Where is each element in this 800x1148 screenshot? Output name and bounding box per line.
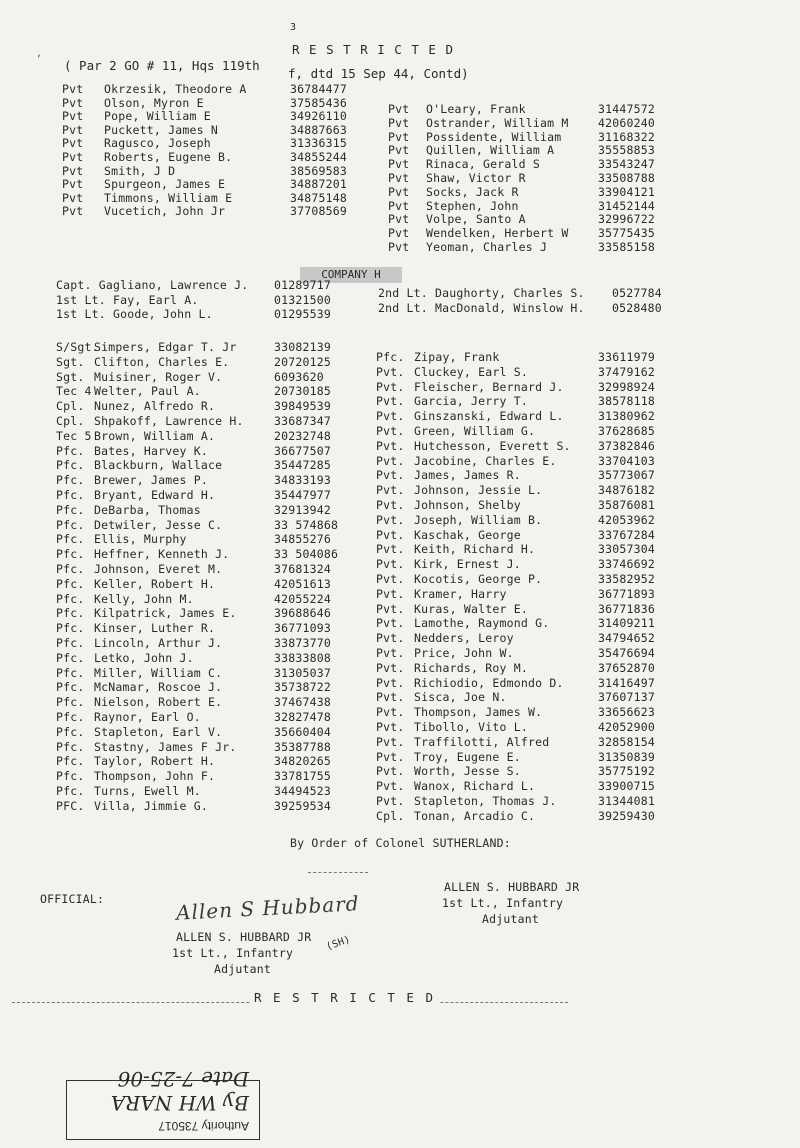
name-cell: Bates, Harvey K. <box>94 443 208 458</box>
rank-cell: Pvt. <box>376 749 405 764</box>
serial-cell: 39688646 <box>274 606 331 621</box>
rank-cell: Pfc. <box>56 710 85 724</box>
name-cell: Pope, William E <box>104 109 211 124</box>
signer-rank: 1st Lt., Infantry <box>172 946 294 960</box>
serial-cell: 32998924 <box>598 379 655 394</box>
name-cell: Richards, Roy M. <box>414 660 528 675</box>
rank-cell: Pfc. <box>56 680 85 695</box>
rank-cell: Pfc. <box>56 636 85 650</box>
name-cell: Keith, Richard H. <box>414 542 536 557</box>
serial-cell: 20232748 <box>274 428 331 443</box>
rank-cell: Pvt <box>388 171 410 185</box>
serial-cell: 36771836 <box>598 601 655 616</box>
serial-cell: 31452144 <box>598 198 655 213</box>
company-label: COMPANY H <box>300 267 402 283</box>
rank-cell: Pfc. <box>56 591 85 606</box>
serial-cell: 37382846 <box>598 438 655 453</box>
name-cell: Welter, Paul A. <box>94 384 201 399</box>
name-cell: Detwiler, Jesse C. <box>94 517 223 532</box>
officer-serial: 0528480 <box>612 300 662 315</box>
serial-cell: 33508788 <box>598 171 655 185</box>
page-mark: 3 <box>290 22 297 33</box>
name-cell: Sisca, Joe N. <box>414 690 507 705</box>
name-cell: Kramer, Harry <box>414 586 507 601</box>
name-cell: Olson, Myron E <box>104 95 204 110</box>
rank-cell: Cpl. <box>56 399 85 414</box>
name-cell: Shaw, Victor R <box>426 171 526 185</box>
serial-cell: 39259534 <box>274 798 331 813</box>
name-cell: Kinser, Luther R. <box>94 621 216 636</box>
name-cell: Lamothe, Raymond G. <box>414 616 550 631</box>
rank-cell: Tec 5 <box>56 428 92 443</box>
name-cell: Letko, John J. <box>94 650 194 665</box>
name-cell: DeBarba, Thomas <box>94 502 201 517</box>
serial-cell: 37652870 <box>598 660 655 675</box>
rank-cell: Pfc. <box>376 350 405 364</box>
serial-cell: 35876081 <box>598 498 655 512</box>
serial-cell: 31344081 <box>598 794 655 808</box>
serial-cell: 34794652 <box>598 631 655 646</box>
rank-cell: Pfc. <box>56 473 85 488</box>
officer-name: 2nd Lt. MacDonald, Winslow H. <box>378 300 585 315</box>
name-cell: Villa, Jimmie G. <box>94 798 208 813</box>
name-cell: Ostrander, William M <box>426 115 569 130</box>
rank-cell: Pvt <box>388 240 410 254</box>
name-cell: Thompson, John F. <box>94 769 216 784</box>
rank-cell: Pvt. <box>376 646 405 660</box>
rank-cell: Cpl. <box>56 414 85 428</box>
name-cell: Raynor, Earl O. <box>94 710 201 724</box>
serial-cell: 35775435 <box>598 226 655 241</box>
name-cell: Lincoln, Arthur J. <box>94 636 223 650</box>
name-cell: Price, John W. <box>414 646 514 660</box>
rank-cell: Pvt <box>62 109 84 124</box>
rank-cell: Pvt. <box>376 601 405 616</box>
name-cell: McNamar, Roscoe J. <box>94 680 223 695</box>
name-cell: Possidente, William <box>426 129 562 144</box>
rank-cell: Pfc. <box>56 576 85 591</box>
serial-cell: 36771093 <box>274 621 331 636</box>
officer-name: 2nd Lt. Daughorty, Charles S. <box>378 286 585 300</box>
name-cell: Ellis, Murphy <box>94 532 187 547</box>
rank-cell: Pvt. <box>376 557 405 572</box>
rank-cell: Pfc. <box>56 621 85 636</box>
serial-cell: 36677507 <box>274 443 331 458</box>
rank-cell: Pvt. <box>376 705 405 720</box>
official-label: OFFICIAL: <box>40 892 105 906</box>
name-cell: Keller, Robert H. <box>94 576 216 591</box>
rank-cell: Pfc. <box>56 724 85 739</box>
name-cell: Socks, Jack R <box>426 184 519 199</box>
serial-cell: 37681324 <box>274 562 331 576</box>
name-cell: Blackburn, Wallace <box>94 458 223 473</box>
serial-cell: 35660404 <box>274 724 331 739</box>
serial-cell: 33900715 <box>598 779 655 794</box>
serial-cell: 31168322 <box>598 129 655 144</box>
rank-cell: Pfc. <box>56 769 85 784</box>
rank-cell: Pvt <box>388 157 410 172</box>
serial-cell: 42051613 <box>274 576 331 591</box>
serial-cell: 33 504086 <box>274 547 339 562</box>
name-cell: Johnson, Everet M. <box>94 562 223 576</box>
rank-cell: Pvt <box>388 198 410 213</box>
rank-cell: Pvt. <box>376 512 405 527</box>
rank-cell: Pvt. <box>376 675 405 690</box>
serial-cell: 31380962 <box>598 409 655 424</box>
rank-cell: Sgt. <box>56 369 85 384</box>
name-cell: Smith, J D <box>104 163 176 178</box>
rank-cell: Pvt <box>388 143 410 158</box>
rank-cell: Pvt. <box>376 542 405 557</box>
rank-cell: Pfc. <box>56 517 85 532</box>
name-cell: Tonan, Arcadio C. <box>414 808 536 823</box>
divider <box>308 872 368 873</box>
rank-cell: Pfc. <box>56 458 85 473</box>
serial-cell: 33543247 <box>598 157 655 172</box>
name-cell: Kocotis, George P. <box>414 572 543 586</box>
rank-cell: Pvt <box>388 184 410 199</box>
name-cell: Ginszanski, Edward L. <box>414 409 564 424</box>
name-cell: Nielson, Robert E. <box>94 695 223 710</box>
name-cell: Shpakoff, Lawrence H. <box>94 414 244 428</box>
serial-cell: 33704103 <box>598 453 655 468</box>
serial-cell: 35738722 <box>274 680 331 695</box>
header-prefix: ( Par 2 GO # 11, Hqs 119th <box>64 58 260 73</box>
serial-cell: 6093620 <box>274 369 324 384</box>
right-signer-name: ALLEN S. HUBBARD JR <box>444 880 580 894</box>
authority-line: Authority 735017 <box>158 1119 249 1133</box>
rank-cell: Pvt. <box>376 616 405 631</box>
serial-cell: 33833808 <box>274 650 331 665</box>
serial-cell: 32858154 <box>598 734 655 749</box>
serial-cell: 36771893 <box>598 586 655 601</box>
serial-cell: 33082139 <box>274 340 331 354</box>
rank-cell: Pfc. <box>56 547 85 562</box>
name-cell: Kuras, Walter E. <box>414 601 528 616</box>
serial-cell: 37607137 <box>598 690 655 705</box>
serial-cell: 37467438 <box>274 695 331 710</box>
name-cell: Muisiner, Roger V. <box>94 369 223 384</box>
name-cell: Yeoman, Charles J <box>426 240 548 254</box>
rank-cell: Pfc. <box>56 502 85 517</box>
rank-cell: Pfc. <box>56 665 85 680</box>
serial-cell: 33873770 <box>274 636 331 650</box>
serial-cell: 32996722 <box>598 212 655 227</box>
name-cell: Stapleton, Thomas J. <box>414 794 557 808</box>
rank-cell: Pvt. <box>376 631 405 646</box>
name-cell: 1st Lt. Goode, John L. <box>56 307 213 321</box>
name-cell: Spurgeon, James E <box>104 177 226 192</box>
serial-cell: 35447977 <box>274 488 331 502</box>
serial-cell: 34855276 <box>274 532 331 547</box>
name-cell: Brewer, James P. <box>94 473 208 488</box>
name-cell: Kilpatrick, James E. <box>94 606 237 621</box>
serial-cell: 42052900 <box>598 720 655 734</box>
name-cell: Tibollo, Vito L. <box>414 720 528 734</box>
serial-cell: 33057304 <box>598 542 655 557</box>
name-cell: Troy, Eugene E. <box>414 749 521 764</box>
name-cell: Thompson, James W. <box>414 705 543 720</box>
authority-signature-line: By WH NARA Date 7-25-06 <box>110 1067 249 1115</box>
rank-cell: Pvt <box>62 190 84 205</box>
name-cell: Wendelken, Herbert W <box>426 226 569 241</box>
serial-cell: 33767284 <box>598 527 655 542</box>
name-cell: Stastny, James F Jr. <box>94 739 237 754</box>
name-cell: Green, William G. <box>414 424 536 438</box>
rank-cell: Pvt. <box>376 409 405 424</box>
serial-cell: 34820265 <box>274 754 331 769</box>
name-cell: Turns, Ewell M. <box>94 784 201 798</box>
name-cell: Wanox, Richard L. <box>414 779 536 794</box>
serial-cell: 33585158 <box>598 240 655 254</box>
name-cell: Quillen, William A <box>426 143 555 158</box>
rank-cell: Pvt <box>388 226 410 241</box>
serial-cell: 36784477 <box>290 82 347 96</box>
serial-cell: 33904121 <box>598 184 655 199</box>
rank-cell: Pvt <box>388 115 410 130</box>
rank-cell: Pfc. <box>56 488 85 502</box>
rank-cell: Pfc. <box>56 532 85 547</box>
serial-cell: 31305037 <box>274 665 331 680</box>
serial-cell: 33582952 <box>598 572 655 586</box>
serial-cell: 35387788 <box>274 739 331 754</box>
signer-title: Adjutant <box>214 962 271 976</box>
serial-cell: 38578118 <box>598 394 655 409</box>
rank-cell: Pvt. <box>376 764 405 779</box>
name-cell: Nunez, Alfredo R. <box>94 399 216 414</box>
name-cell: Clifton, Charles E. <box>94 354 230 369</box>
rank-cell: Tec 4 <box>56 384 92 399</box>
rank-cell: Pvt. <box>376 438 405 453</box>
name-cell: James, James R. <box>414 468 521 483</box>
rank-cell: Pvt. <box>376 498 405 512</box>
serial-cell: 01321500 <box>274 292 331 307</box>
serial-cell: 35476694 <box>598 646 655 660</box>
rank-cell: Pvt. <box>376 660 405 675</box>
serial-cell: 42055224 <box>274 591 331 606</box>
name-cell: Stephen, John <box>426 198 519 213</box>
rank-cell: Pvt. <box>376 468 405 483</box>
name-cell: Kelly, John M. <box>94 591 194 606</box>
name-cell: Bryant, Edward H. <box>94 488 216 502</box>
name-cell: Richiodio, Edmondo D. <box>414 675 564 690</box>
rank-cell: Pvt. <box>376 483 405 498</box>
rank-cell: Pvt. <box>376 734 405 749</box>
name-cell: Jacobine, Charles E. <box>414 453 557 468</box>
rank-cell: Pvt. <box>376 572 405 586</box>
rank-cell: Pfc. <box>56 754 85 769</box>
restricted-footer: R E S T R I C T E D <box>250 990 439 1005</box>
name-cell: Kirk, Ernest J. <box>414 557 521 572</box>
serial-cell: 31447572 <box>598 102 655 116</box>
serial-cell: 31350839 <box>598 749 655 764</box>
serial-cell: 42060240 <box>598 115 655 130</box>
by-order-line: By Order of Colonel SUTHERLAND: <box>290 836 511 850</box>
rank-cell: Pfc. <box>56 562 85 576</box>
rank-cell: Pvt <box>62 122 84 137</box>
rank-cell: Pvt <box>62 95 84 110</box>
name-cell: Cluckey, Earl S. <box>414 364 528 379</box>
signer-name: ALLEN S. HUBBARD JR <box>176 930 312 944</box>
rank-cell: Pvt. <box>376 394 405 409</box>
serial-cell: 35773067 <box>598 468 655 483</box>
rank-cell: Pfc. <box>56 443 85 458</box>
rank-cell: Pvt <box>62 177 84 192</box>
serial-cell: 39259430 <box>598 808 655 823</box>
rank-cell: Pfc. <box>56 606 85 621</box>
rank-cell: Pvt <box>62 150 84 164</box>
name-cell: Timmons, William E <box>104 190 233 205</box>
name-cell: Stapleton, Earl V. <box>94 724 223 739</box>
name-cell: Kaschak, George <box>414 527 521 542</box>
rank-cell: Pvt <box>388 102 410 116</box>
rank-cell: Pvt <box>388 212 410 227</box>
rank-cell: Pvt. <box>376 379 405 394</box>
header-date: f, dtd 15 Sep 44, Contd) <box>288 66 469 81</box>
name-cell: Puckett, James N <box>104 122 218 137</box>
rank-cell: Pvt. <box>376 527 405 542</box>
name-cell: Okrzesik, Theodore A <box>104 82 247 96</box>
rank-cell: Pvt. <box>376 720 405 734</box>
rank-cell: Pfc. <box>56 650 85 665</box>
authority-stamp <box>66 1067 260 1140</box>
rank-cell: Pvt <box>62 204 84 219</box>
name-cell: Simpers, Edgar T. Jr <box>94 340 237 354</box>
serial-cell: 37479162 <box>598 364 655 379</box>
serial-cell: 33656623 <box>598 705 655 720</box>
serial-cell: 35558853 <box>598 143 655 158</box>
right-signer-title: Adjutant <box>482 912 539 926</box>
rank-cell: Cpl. <box>376 808 405 823</box>
name-cell: O'Leary, Frank <box>426 102 526 116</box>
serial-cell: 33781755 <box>274 769 331 784</box>
rank-cell: Pvt <box>62 82 84 96</box>
serial-cell: 32827478 <box>274 710 331 724</box>
rank-cell: Pvt. <box>376 779 405 794</box>
serial-cell: 38569583 <box>290 163 347 178</box>
rank-cell: Pvt. <box>376 794 405 808</box>
margin-mark: , <box>36 48 43 59</box>
officer-serial: 0527784 <box>612 286 662 300</box>
name-cell: 1st Lt. Fay, Earl A. <box>56 292 199 307</box>
rank-cell: Sgt. <box>56 354 85 369</box>
rank-cell: Pfc. <box>56 739 85 754</box>
serial-cell: 34833193 <box>274 473 331 488</box>
rank-cell: Pvt <box>62 163 84 178</box>
serial-cell: 37628685 <box>598 424 655 438</box>
rank-cell: Pvt. <box>376 364 405 379</box>
serial-cell: 35775192 <box>598 764 655 779</box>
serial-cell: 33746692 <box>598 557 655 572</box>
name-cell: Hutchesson, Everett S. <box>414 438 571 453</box>
name-cell: Johnson, Shelby <box>414 498 521 512</box>
rank-cell: Pvt. <box>376 690 405 705</box>
serial-cell: 37708569 <box>290 204 347 219</box>
name-cell: Capt. Gagliano, Lawrence J. <box>56 278 249 292</box>
initials-mark: (SH) <box>324 934 353 953</box>
name-cell: Volpe, Santo A <box>426 212 526 227</box>
rank-cell: PFC. <box>56 798 85 813</box>
serial-cell: 37585436 <box>290 95 347 110</box>
name-cell: Nedders, Leroy <box>414 631 514 646</box>
serial-cell: 34875148 <box>290 190 347 205</box>
serial-cell: 34876182 <box>598 483 655 498</box>
rank-cell: Pvt <box>62 136 84 151</box>
name-cell: Zipay, Frank <box>414 350 500 364</box>
rank-cell: Pfc. <box>56 695 85 710</box>
rank-cell: Pfc. <box>56 784 85 798</box>
name-cell: Heffner, Kenneth J. <box>94 547 230 562</box>
name-cell: Vucetich, John Jr <box>104 204 226 219</box>
signature: Allen S Hubbard <box>175 891 361 925</box>
serial-cell: 34494523 <box>274 784 331 798</box>
serial-cell: 39849539 <box>274 399 331 414</box>
name-cell: Taylor, Robert H. <box>94 754 216 769</box>
name-cell: Ragusco, Joseph <box>104 136 211 151</box>
name-cell: Miller, William C. <box>94 665 223 680</box>
serial-cell: 32913942 <box>274 502 331 517</box>
serial-cell: 01295539 <box>274 307 331 321</box>
serial-cell: 34887663 <box>290 122 347 137</box>
name-cell: Brown, William A. <box>94 428 216 443</box>
serial-cell: 35447285 <box>274 458 331 473</box>
serial-cell: 01289717 <box>274 278 331 292</box>
name-cell: Joseph, William B. <box>414 512 543 527</box>
serial-cell: 33 574868 <box>274 517 339 532</box>
serial-cell: 42053962 <box>598 512 655 527</box>
name-cell: Rinaca, Gerald S <box>426 157 540 172</box>
serial-cell: 33611979 <box>598 350 655 364</box>
serial-cell: 34855244 <box>290 150 347 164</box>
right-signer-rank: 1st Lt., Infantry <box>442 896 564 910</box>
rank-cell: Pvt. <box>376 586 405 601</box>
restricted-header: R E S T R I C T E D <box>292 42 454 57</box>
name-cell: Garcia, Jerry T. <box>414 394 528 409</box>
rank-cell: Pvt. <box>376 453 405 468</box>
serial-cell: 31416497 <box>598 675 655 690</box>
rank-cell: Pvt <box>388 129 410 144</box>
serial-cell: 31409211 <box>598 616 655 631</box>
name-cell: Worth, Jesse S. <box>414 764 521 779</box>
serial-cell: 31336315 <box>290 136 347 151</box>
serial-cell: 20720125 <box>274 354 331 369</box>
name-cell: Johnson, Jessie L. <box>414 483 543 498</box>
name-cell: Traffilotti, Alfred <box>414 734 550 749</box>
name-cell: Roberts, Eugene B. <box>104 150 233 164</box>
serial-cell: 33687347 <box>274 414 331 428</box>
rank-cell: Pvt. <box>376 424 405 438</box>
serial-cell: 34926110 <box>290 109 347 124</box>
name-cell: Fleischer, Bernard J. <box>414 379 564 394</box>
serial-cell: 34887201 <box>290 177 347 192</box>
serial-cell: 20730185 <box>274 384 331 399</box>
rank-cell: S/Sgt. <box>56 340 99 354</box>
